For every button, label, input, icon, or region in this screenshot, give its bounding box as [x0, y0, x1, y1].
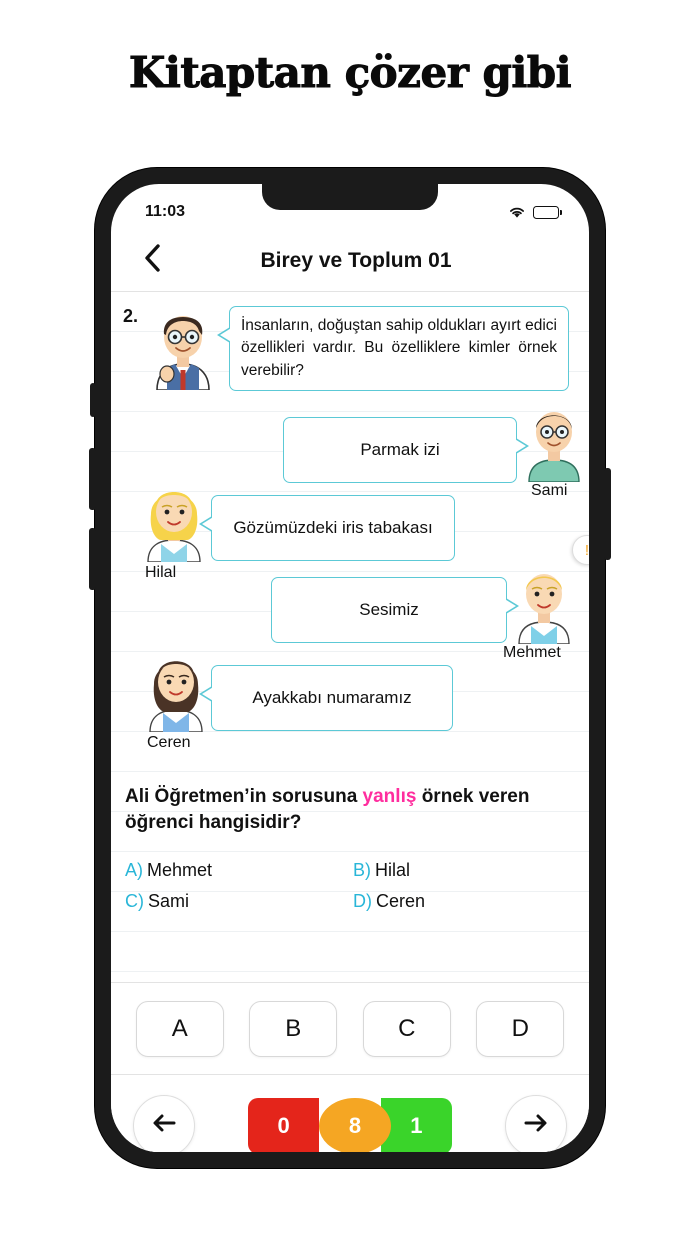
student-answer-bubble-sami: Parmak izi: [283, 417, 517, 483]
option-c-text: Sami: [148, 891, 190, 911]
arrow-right-icon: [521, 1108, 551, 1143]
answer-button-c[interactable]: C: [363, 1001, 451, 1057]
option-d[interactable]: [353, 891, 581, 912]
prompt-text-before: Ali Öğretmen’in sorusuna: [125, 786, 363, 807]
app-header: [111, 230, 589, 292]
student-name-sami: Sami: [531, 482, 568, 499]
student-answer-bubble-hilal: Gözümüzdeki iris tabakası: [211, 495, 455, 561]
phone-power-button: [604, 468, 611, 560]
student-answer-bubble-mehmet: Sesimiz: [271, 577, 507, 643]
option-a-letter: A): [125, 860, 143, 880]
option-b[interactable]: [353, 860, 581, 881]
option-b-text: Hilal: [375, 860, 411, 880]
answer-options-list: [125, 860, 581, 912]
student-name-ceren: Ceren: [147, 734, 191, 751]
phone-notch: [262, 184, 438, 210]
avatar-teacher: [147, 304, 219, 390]
phone-mute-switch: [90, 383, 96, 417]
phone-screen: [111, 184, 589, 1152]
teacher-question-bubble: İnsanların, doğuştan sahip oldukları ayırt edici özellikleri vardır. Bu özelliklere kimler örnek verebilir?: [229, 306, 569, 391]
avatar-hilal: [141, 480, 207, 562]
option-a[interactable]: [125, 860, 353, 881]
student-name-hilal: Hilal: [145, 564, 177, 581]
avatar-sami: [523, 402, 585, 482]
question-number: 2.: [123, 306, 139, 326]
score-indicator: [248, 1098, 452, 1153]
score-empty: 8: [319, 1098, 390, 1153]
page-title: Kitaptan çözer gibi: [128, 48, 572, 97]
bottom-navigation-bar: [111, 1074, 589, 1152]
option-c[interactable]: [125, 891, 353, 912]
arrow-left-icon: [149, 1108, 179, 1143]
option-b-letter: B): [353, 860, 371, 880]
app-title: Birey ve Toplum 01: [260, 248, 452, 272]
status-time: 11:03: [145, 203, 186, 220]
wifi-icon: [508, 205, 526, 219]
prompt-text-after: örnek veren öğrenci hangisidir?: [125, 786, 530, 833]
next-question-button[interactable]: [505, 1095, 567, 1153]
question-prompt: [125, 784, 581, 835]
question-body: [111, 292, 589, 982]
option-c-letter: C): [125, 891, 144, 911]
phone-volume-down-button: [89, 528, 96, 590]
option-d-text: Ceren: [376, 891, 426, 911]
option-d-letter: D): [353, 891, 372, 911]
answer-button-b[interactable]: B: [249, 1001, 337, 1057]
student-answer-bubble-ceren: Ayakkabı numaramız: [211, 665, 453, 731]
previous-question-button[interactable]: [133, 1095, 195, 1153]
score-wrong: 0: [248, 1098, 319, 1153]
avatar-mehmet: [513, 564, 575, 644]
battery-icon: [533, 206, 559, 219]
option-a-text: Mehmet: [147, 860, 213, 880]
phone-frame: [95, 168, 605, 1168]
side-tab-button[interactable]: !: [572, 535, 589, 565]
student-name-mehmet: Mehmet: [503, 644, 561, 661]
phone-volume-up-button: [89, 448, 96, 510]
prompt-highlight: yanlış: [362, 786, 417, 807]
answer-button-d[interactable]: D: [476, 1001, 564, 1057]
answer-button-a[interactable]: A: [136, 1001, 224, 1057]
score-correct: 1: [381, 1098, 452, 1153]
answer-button-row: [111, 982, 589, 1074]
